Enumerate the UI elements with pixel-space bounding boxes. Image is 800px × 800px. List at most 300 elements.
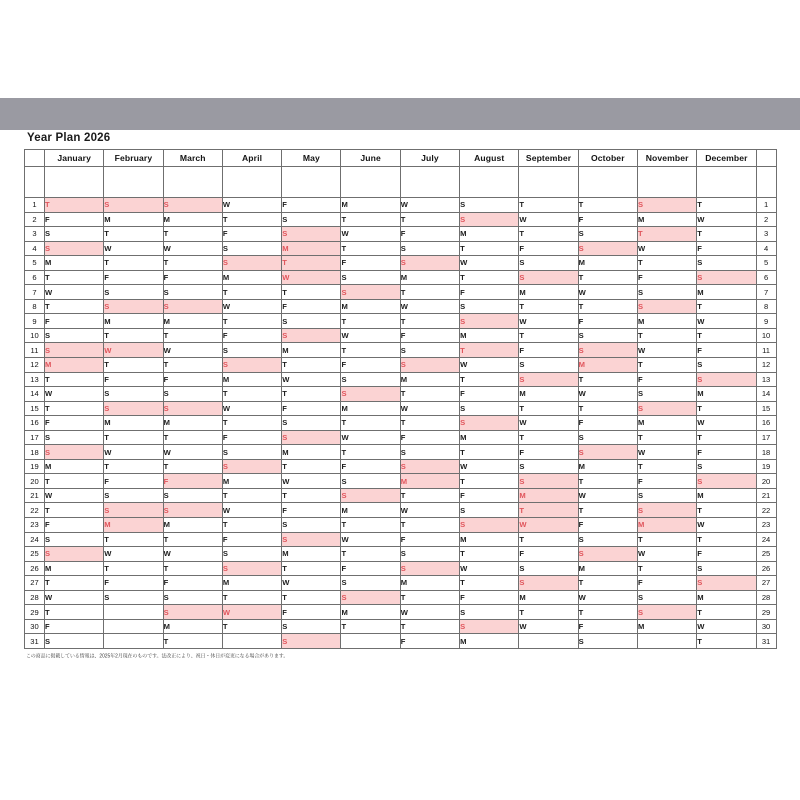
day-cell-august-25[interactable]: T xyxy=(460,547,519,562)
day-cell-august-29[interactable]: S xyxy=(460,605,519,620)
day-cell-may-11[interactable]: M xyxy=(282,343,341,358)
day-cell-february-16[interactable]: M xyxy=(104,416,163,431)
day-cell-august-26[interactable]: W xyxy=(460,561,519,576)
day-cell-september-1[interactable]: T xyxy=(519,198,578,213)
day-cell-july-5[interactable]: S xyxy=(400,256,459,271)
day-cell-december-10[interactable]: T xyxy=(697,328,756,343)
day-cell-august-9[interactable]: S xyxy=(460,314,519,329)
day-cell-march-21[interactable]: S xyxy=(163,488,222,503)
day-cell-october-17[interactable]: S xyxy=(578,430,637,445)
day-cell-july-14[interactable]: T xyxy=(400,387,459,402)
day-cell-may-19[interactable]: T xyxy=(282,459,341,474)
day-cell-february-24[interactable]: T xyxy=(104,532,163,547)
day-cell-september-8[interactable]: T xyxy=(519,299,578,314)
day-cell-december-5[interactable]: S xyxy=(697,256,756,271)
day-cell-september-12[interactable]: S xyxy=(519,358,578,373)
day-cell-october-27[interactable]: T xyxy=(578,576,637,591)
day-cell-october-22[interactable]: T xyxy=(578,503,637,518)
day-cell-october-4[interactable]: S xyxy=(578,241,637,256)
day-cell-october-9[interactable]: F xyxy=(578,314,637,329)
day-cell-february-13[interactable]: F xyxy=(104,372,163,387)
day-cell-july-13[interactable]: M xyxy=(400,372,459,387)
day-cell-october-6[interactable]: T xyxy=(578,270,637,285)
day-cell-november-5[interactable]: T xyxy=(637,256,696,271)
day-cell-february-30[interactable] xyxy=(104,619,163,634)
day-cell-march-14[interactable]: S xyxy=(163,387,222,402)
month-header-february[interactable]: February xyxy=(104,150,163,167)
day-cell-april-18[interactable]: S xyxy=(222,445,281,460)
day-cell-may-2[interactable]: S xyxy=(282,212,341,227)
day-cell-july-30[interactable]: T xyxy=(400,619,459,634)
day-cell-march-26[interactable]: T xyxy=(163,561,222,576)
day-cell-january-23[interactable]: F xyxy=(45,518,104,533)
note-cell-february[interactable] xyxy=(104,167,163,198)
day-cell-may-12[interactable]: T xyxy=(282,358,341,373)
day-cell-march-15[interactable]: S xyxy=(163,401,222,416)
day-cell-december-26[interactable]: S xyxy=(697,561,756,576)
day-cell-february-4[interactable]: W xyxy=(104,241,163,256)
day-cell-april-6[interactable]: M xyxy=(222,270,281,285)
day-cell-november-17[interactable]: T xyxy=(637,430,696,445)
day-cell-may-31[interactable]: S xyxy=(282,634,341,649)
day-cell-july-24[interactable]: F xyxy=(400,532,459,547)
day-cell-december-20[interactable]: S xyxy=(697,474,756,489)
day-cell-july-22[interactable]: W xyxy=(400,503,459,518)
day-cell-november-15[interactable]: S xyxy=(637,401,696,416)
note-cell-march[interactable] xyxy=(163,167,222,198)
day-cell-february-10[interactable]: T xyxy=(104,328,163,343)
day-cell-march-10[interactable]: T xyxy=(163,328,222,343)
day-cell-august-18[interactable]: T xyxy=(460,445,519,460)
day-cell-november-26[interactable]: T xyxy=(637,561,696,576)
day-cell-november-16[interactable]: M xyxy=(637,416,696,431)
day-cell-march-12[interactable]: T xyxy=(163,358,222,373)
day-cell-june-14[interactable]: S xyxy=(341,387,400,402)
day-cell-may-9[interactable]: S xyxy=(282,314,341,329)
day-cell-august-17[interactable]: M xyxy=(460,430,519,445)
day-cell-june-17[interactable]: W xyxy=(341,430,400,445)
day-cell-july-18[interactable]: S xyxy=(400,445,459,460)
day-cell-august-16[interactable]: S xyxy=(460,416,519,431)
day-cell-july-15[interactable]: W xyxy=(400,401,459,416)
day-cell-may-15[interactable]: F xyxy=(282,401,341,416)
day-cell-march-5[interactable]: T xyxy=(163,256,222,271)
day-cell-december-14[interactable]: M xyxy=(697,387,756,402)
day-cell-november-22[interactable]: S xyxy=(637,503,696,518)
day-cell-february-15[interactable]: S xyxy=(104,401,163,416)
day-cell-november-23[interactable]: M xyxy=(637,518,696,533)
day-cell-july-9[interactable]: T xyxy=(400,314,459,329)
day-cell-november-20[interactable]: F xyxy=(637,474,696,489)
day-cell-may-6[interactable]: W xyxy=(282,270,341,285)
day-cell-july-12[interactable]: S xyxy=(400,358,459,373)
day-cell-august-1[interactable]: S xyxy=(460,198,519,213)
day-cell-april-25[interactable]: S xyxy=(222,547,281,562)
month-header-january[interactable]: January xyxy=(45,150,104,167)
day-cell-april-19[interactable]: S xyxy=(222,459,281,474)
day-cell-april-23[interactable]: T xyxy=(222,518,281,533)
day-cell-february-18[interactable]: W xyxy=(104,445,163,460)
day-cell-december-4[interactable]: F xyxy=(697,241,756,256)
day-cell-march-7[interactable]: S xyxy=(163,285,222,300)
day-cell-january-26[interactable]: M xyxy=(45,561,104,576)
day-cell-february-14[interactable]: S xyxy=(104,387,163,402)
day-cell-january-2[interactable]: F xyxy=(45,212,104,227)
day-cell-september-14[interactable]: M xyxy=(519,387,578,402)
day-cell-august-19[interactable]: W xyxy=(460,459,519,474)
day-cell-april-26[interactable]: S xyxy=(222,561,281,576)
day-cell-september-13[interactable]: S xyxy=(519,372,578,387)
day-cell-september-17[interactable]: T xyxy=(519,430,578,445)
day-cell-april-16[interactable]: T xyxy=(222,416,281,431)
day-cell-april-2[interactable]: T xyxy=(222,212,281,227)
day-cell-march-1[interactable]: S xyxy=(163,198,222,213)
day-cell-june-20[interactable]: S xyxy=(341,474,400,489)
day-cell-september-19[interactable]: S xyxy=(519,459,578,474)
day-cell-december-12[interactable]: S xyxy=(697,358,756,373)
day-cell-january-10[interactable]: S xyxy=(45,328,104,343)
day-cell-december-16[interactable]: W xyxy=(697,416,756,431)
day-cell-may-3[interactable]: S xyxy=(282,227,341,242)
month-header-september[interactable]: September xyxy=(519,150,578,167)
day-cell-august-8[interactable]: S xyxy=(460,299,519,314)
day-cell-november-9[interactable]: M xyxy=(637,314,696,329)
day-cell-june-30[interactable]: T xyxy=(341,619,400,634)
day-cell-february-17[interactable]: T xyxy=(104,430,163,445)
day-cell-september-29[interactable]: T xyxy=(519,605,578,620)
day-cell-october-11[interactable]: S xyxy=(578,343,637,358)
day-cell-july-25[interactable]: S xyxy=(400,547,459,562)
day-cell-march-28[interactable]: S xyxy=(163,590,222,605)
day-cell-november-7[interactable]: S xyxy=(637,285,696,300)
day-cell-april-12[interactable]: S xyxy=(222,358,281,373)
day-cell-january-16[interactable]: F xyxy=(45,416,104,431)
day-cell-february-2[interactable]: M xyxy=(104,212,163,227)
day-cell-november-8[interactable]: S xyxy=(637,299,696,314)
day-cell-september-7[interactable]: M xyxy=(519,285,578,300)
day-cell-may-8[interactable]: F xyxy=(282,299,341,314)
day-cell-june-31[interactable] xyxy=(341,634,400,649)
day-cell-january-21[interactable]: W xyxy=(45,488,104,503)
day-cell-february-23[interactable]: M xyxy=(104,518,163,533)
day-cell-january-22[interactable]: T xyxy=(45,503,104,518)
day-cell-september-27[interactable]: S xyxy=(519,576,578,591)
day-cell-february-8[interactable]: S xyxy=(104,299,163,314)
day-cell-may-16[interactable]: S xyxy=(282,416,341,431)
month-header-november[interactable]: November xyxy=(637,150,696,167)
day-cell-july-29[interactable]: W xyxy=(400,605,459,620)
day-cell-january-25[interactable]: S xyxy=(45,547,104,562)
day-cell-december-19[interactable]: S xyxy=(697,459,756,474)
day-cell-july-28[interactable]: T xyxy=(400,590,459,605)
day-cell-november-31[interactable] xyxy=(637,634,696,649)
note-cell-january[interactable] xyxy=(45,167,104,198)
month-header-august[interactable]: August xyxy=(460,150,519,167)
day-cell-may-30[interactable]: S xyxy=(282,619,341,634)
day-cell-august-11[interactable]: T xyxy=(460,343,519,358)
day-cell-june-5[interactable]: F xyxy=(341,256,400,271)
day-cell-june-4[interactable]: T xyxy=(341,241,400,256)
day-cell-november-19[interactable]: T xyxy=(637,459,696,474)
day-cell-december-21[interactable]: M xyxy=(697,488,756,503)
day-cell-june-26[interactable]: F xyxy=(341,561,400,576)
day-cell-may-4[interactable]: M xyxy=(282,241,341,256)
day-cell-october-13[interactable]: T xyxy=(578,372,637,387)
day-cell-march-8[interactable]: S xyxy=(163,299,222,314)
day-cell-january-17[interactable]: S xyxy=(45,430,104,445)
day-cell-september-15[interactable]: T xyxy=(519,401,578,416)
day-cell-september-30[interactable]: W xyxy=(519,619,578,634)
day-cell-june-21[interactable]: S xyxy=(341,488,400,503)
day-cell-february-9[interactable]: M xyxy=(104,314,163,329)
day-cell-july-19[interactable]: S xyxy=(400,459,459,474)
day-cell-december-24[interactable]: T xyxy=(697,532,756,547)
day-cell-july-16[interactable]: T xyxy=(400,416,459,431)
day-cell-december-3[interactable]: T xyxy=(697,227,756,242)
day-cell-february-29[interactable] xyxy=(104,605,163,620)
day-cell-march-4[interactable]: W xyxy=(163,241,222,256)
day-cell-september-28[interactable]: M xyxy=(519,590,578,605)
day-cell-june-10[interactable]: W xyxy=(341,328,400,343)
day-cell-march-31[interactable]: T xyxy=(163,634,222,649)
day-cell-september-23[interactable]: W xyxy=(519,518,578,533)
day-cell-october-14[interactable]: W xyxy=(578,387,637,402)
day-cell-march-9[interactable]: M xyxy=(163,314,222,329)
day-cell-january-27[interactable]: T xyxy=(45,576,104,591)
day-cell-april-24[interactable]: F xyxy=(222,532,281,547)
day-cell-november-18[interactable]: W xyxy=(637,445,696,460)
day-cell-september-31[interactable] xyxy=(519,634,578,649)
day-cell-june-28[interactable]: S xyxy=(341,590,400,605)
day-cell-june-23[interactable]: T xyxy=(341,518,400,533)
day-cell-november-11[interactable]: W xyxy=(637,343,696,358)
day-cell-december-13[interactable]: S xyxy=(697,372,756,387)
day-cell-december-8[interactable]: T xyxy=(697,299,756,314)
day-cell-december-2[interactable]: W xyxy=(697,212,756,227)
day-cell-august-12[interactable]: W xyxy=(460,358,519,373)
day-cell-march-17[interactable]: T xyxy=(163,430,222,445)
day-cell-december-23[interactable]: W xyxy=(697,518,756,533)
day-cell-may-1[interactable]: F xyxy=(282,198,341,213)
day-cell-november-25[interactable]: W xyxy=(637,547,696,562)
day-cell-september-25[interactable]: F xyxy=(519,547,578,562)
note-cell-july[interactable] xyxy=(400,167,459,198)
day-cell-may-14[interactable]: T xyxy=(282,387,341,402)
day-cell-august-4[interactable]: T xyxy=(460,241,519,256)
day-cell-december-11[interactable]: F xyxy=(697,343,756,358)
day-cell-december-25[interactable]: F xyxy=(697,547,756,562)
day-cell-january-24[interactable]: S xyxy=(45,532,104,547)
day-cell-october-16[interactable]: F xyxy=(578,416,637,431)
day-cell-december-1[interactable]: T xyxy=(697,198,756,213)
day-cell-september-9[interactable]: W xyxy=(519,314,578,329)
month-header-april[interactable]: April xyxy=(222,150,281,167)
day-cell-november-3[interactable]: T xyxy=(637,227,696,242)
day-cell-january-18[interactable]: S xyxy=(45,445,104,460)
day-cell-may-7[interactable]: T xyxy=(282,285,341,300)
day-cell-april-31[interactable] xyxy=(222,634,281,649)
day-cell-june-16[interactable]: T xyxy=(341,416,400,431)
day-cell-may-29[interactable]: F xyxy=(282,605,341,620)
day-cell-january-19[interactable]: M xyxy=(45,459,104,474)
day-cell-september-5[interactable]: S xyxy=(519,256,578,271)
day-cell-march-27[interactable]: F xyxy=(163,576,222,591)
note-cell-october[interactable] xyxy=(578,167,637,198)
day-cell-october-19[interactable]: M xyxy=(578,459,637,474)
day-cell-november-1[interactable]: S xyxy=(637,198,696,213)
day-cell-august-30[interactable]: S xyxy=(460,619,519,634)
day-cell-april-7[interactable]: T xyxy=(222,285,281,300)
day-cell-may-21[interactable]: T xyxy=(282,488,341,503)
day-cell-october-24[interactable]: S xyxy=(578,532,637,547)
day-cell-september-10[interactable]: T xyxy=(519,328,578,343)
day-cell-april-1[interactable]: W xyxy=(222,198,281,213)
day-cell-august-28[interactable]: F xyxy=(460,590,519,605)
day-cell-april-22[interactable]: W xyxy=(222,503,281,518)
day-cell-may-18[interactable]: M xyxy=(282,445,341,460)
day-cell-july-4[interactable]: S xyxy=(400,241,459,256)
day-cell-july-31[interactable]: F xyxy=(400,634,459,649)
day-cell-august-10[interactable]: M xyxy=(460,328,519,343)
day-cell-may-5[interactable]: T xyxy=(282,256,341,271)
day-cell-september-18[interactable]: F xyxy=(519,445,578,460)
day-cell-december-6[interactable]: S xyxy=(697,270,756,285)
day-cell-march-6[interactable]: F xyxy=(163,270,222,285)
day-cell-january-9[interactable]: F xyxy=(45,314,104,329)
day-cell-march-13[interactable]: F xyxy=(163,372,222,387)
day-cell-february-12[interactable]: T xyxy=(104,358,163,373)
day-cell-september-20[interactable]: S xyxy=(519,474,578,489)
day-cell-april-3[interactable]: F xyxy=(222,227,281,242)
day-cell-april-9[interactable]: T xyxy=(222,314,281,329)
day-cell-may-13[interactable]: W xyxy=(282,372,341,387)
day-cell-february-22[interactable]: S xyxy=(104,503,163,518)
day-cell-october-1[interactable]: T xyxy=(578,198,637,213)
day-cell-november-14[interactable]: S xyxy=(637,387,696,402)
day-cell-december-29[interactable]: T xyxy=(697,605,756,620)
day-cell-september-22[interactable]: T xyxy=(519,503,578,518)
day-cell-august-27[interactable]: T xyxy=(460,576,519,591)
day-cell-march-2[interactable]: M xyxy=(163,212,222,227)
day-cell-may-10[interactable]: S xyxy=(282,328,341,343)
day-cell-november-2[interactable]: M xyxy=(637,212,696,227)
day-cell-january-29[interactable]: T xyxy=(45,605,104,620)
day-cell-january-15[interactable]: T xyxy=(45,401,104,416)
day-cell-june-2[interactable]: T xyxy=(341,212,400,227)
day-cell-october-15[interactable]: T xyxy=(578,401,637,416)
day-cell-july-27[interactable]: M xyxy=(400,576,459,591)
day-cell-august-15[interactable]: S xyxy=(460,401,519,416)
day-cell-january-20[interactable]: T xyxy=(45,474,104,489)
day-cell-february-1[interactable]: S xyxy=(104,198,163,213)
day-cell-october-26[interactable]: M xyxy=(578,561,637,576)
day-cell-july-11[interactable]: S xyxy=(400,343,459,358)
day-cell-december-30[interactable]: W xyxy=(697,619,756,634)
day-cell-february-25[interactable]: W xyxy=(104,547,163,562)
day-cell-march-23[interactable]: M xyxy=(163,518,222,533)
month-header-december[interactable]: December xyxy=(697,150,756,167)
day-cell-october-18[interactable]: S xyxy=(578,445,637,460)
month-header-october[interactable]: October xyxy=(578,150,637,167)
day-cell-september-16[interactable]: W xyxy=(519,416,578,431)
day-cell-october-12[interactable]: M xyxy=(578,358,637,373)
day-cell-january-1[interactable]: T xyxy=(45,198,104,213)
day-cell-october-2[interactable]: F xyxy=(578,212,637,227)
day-cell-july-17[interactable]: F xyxy=(400,430,459,445)
day-cell-february-19[interactable]: T xyxy=(104,459,163,474)
day-cell-july-23[interactable]: T xyxy=(400,518,459,533)
note-cell-december[interactable] xyxy=(697,167,756,198)
day-cell-june-3[interactable]: W xyxy=(341,227,400,242)
day-cell-january-14[interactable]: W xyxy=(45,387,104,402)
day-cell-may-26[interactable]: T xyxy=(282,561,341,576)
day-cell-january-31[interactable]: S xyxy=(45,634,104,649)
day-cell-september-21[interactable]: M xyxy=(519,488,578,503)
note-cell-november[interactable] xyxy=(637,167,696,198)
day-cell-june-11[interactable]: T xyxy=(341,343,400,358)
day-cell-march-29[interactable]: S xyxy=(163,605,222,620)
day-cell-january-13[interactable]: T xyxy=(45,372,104,387)
day-cell-march-22[interactable]: S xyxy=(163,503,222,518)
day-cell-may-27[interactable]: W xyxy=(282,576,341,591)
day-cell-may-22[interactable]: F xyxy=(282,503,341,518)
day-cell-november-13[interactable]: F xyxy=(637,372,696,387)
day-cell-april-10[interactable]: F xyxy=(222,328,281,343)
day-cell-september-3[interactable]: T xyxy=(519,227,578,242)
day-cell-october-23[interactable]: F xyxy=(578,518,637,533)
day-cell-april-5[interactable]: S xyxy=(222,256,281,271)
day-cell-september-26[interactable]: S xyxy=(519,561,578,576)
day-cell-june-13[interactable]: S xyxy=(341,372,400,387)
note-cell-september[interactable] xyxy=(519,167,578,198)
day-cell-february-5[interactable]: T xyxy=(104,256,163,271)
day-cell-may-24[interactable]: S xyxy=(282,532,341,547)
day-cell-august-13[interactable]: T xyxy=(460,372,519,387)
day-cell-april-17[interactable]: F xyxy=(222,430,281,445)
day-cell-january-11[interactable]: S xyxy=(45,343,104,358)
day-cell-march-25[interactable]: W xyxy=(163,547,222,562)
day-cell-november-12[interactable]: T xyxy=(637,358,696,373)
day-cell-june-8[interactable]: M xyxy=(341,299,400,314)
day-cell-april-14[interactable]: T xyxy=(222,387,281,402)
day-cell-july-21[interactable]: T xyxy=(400,488,459,503)
day-cell-january-8[interactable]: T xyxy=(45,299,104,314)
day-cell-october-3[interactable]: S xyxy=(578,227,637,242)
day-cell-september-11[interactable]: F xyxy=(519,343,578,358)
day-cell-october-21[interactable]: W xyxy=(578,488,637,503)
day-cell-july-20[interactable]: M xyxy=(400,474,459,489)
day-cell-november-6[interactable]: F xyxy=(637,270,696,285)
day-cell-february-3[interactable]: T xyxy=(104,227,163,242)
day-cell-august-14[interactable]: F xyxy=(460,387,519,402)
day-cell-may-17[interactable]: S xyxy=(282,430,341,445)
day-cell-december-7[interactable]: M xyxy=(697,285,756,300)
day-cell-march-30[interactable]: M xyxy=(163,619,222,634)
day-cell-april-29[interactable]: W xyxy=(222,605,281,620)
day-cell-june-29[interactable]: M xyxy=(341,605,400,620)
day-cell-december-17[interactable]: T xyxy=(697,430,756,445)
day-cell-february-7[interactable]: S xyxy=(104,285,163,300)
day-cell-november-30[interactable]: M xyxy=(637,619,696,634)
month-header-june[interactable]: June xyxy=(341,150,400,167)
day-cell-june-19[interactable]: F xyxy=(341,459,400,474)
day-cell-august-31[interactable]: M xyxy=(460,634,519,649)
day-cell-march-16[interactable]: M xyxy=(163,416,222,431)
day-cell-october-31[interactable]: S xyxy=(578,634,637,649)
day-cell-april-28[interactable]: T xyxy=(222,590,281,605)
day-cell-february-21[interactable]: S xyxy=(104,488,163,503)
day-cell-march-11[interactable]: W xyxy=(163,343,222,358)
